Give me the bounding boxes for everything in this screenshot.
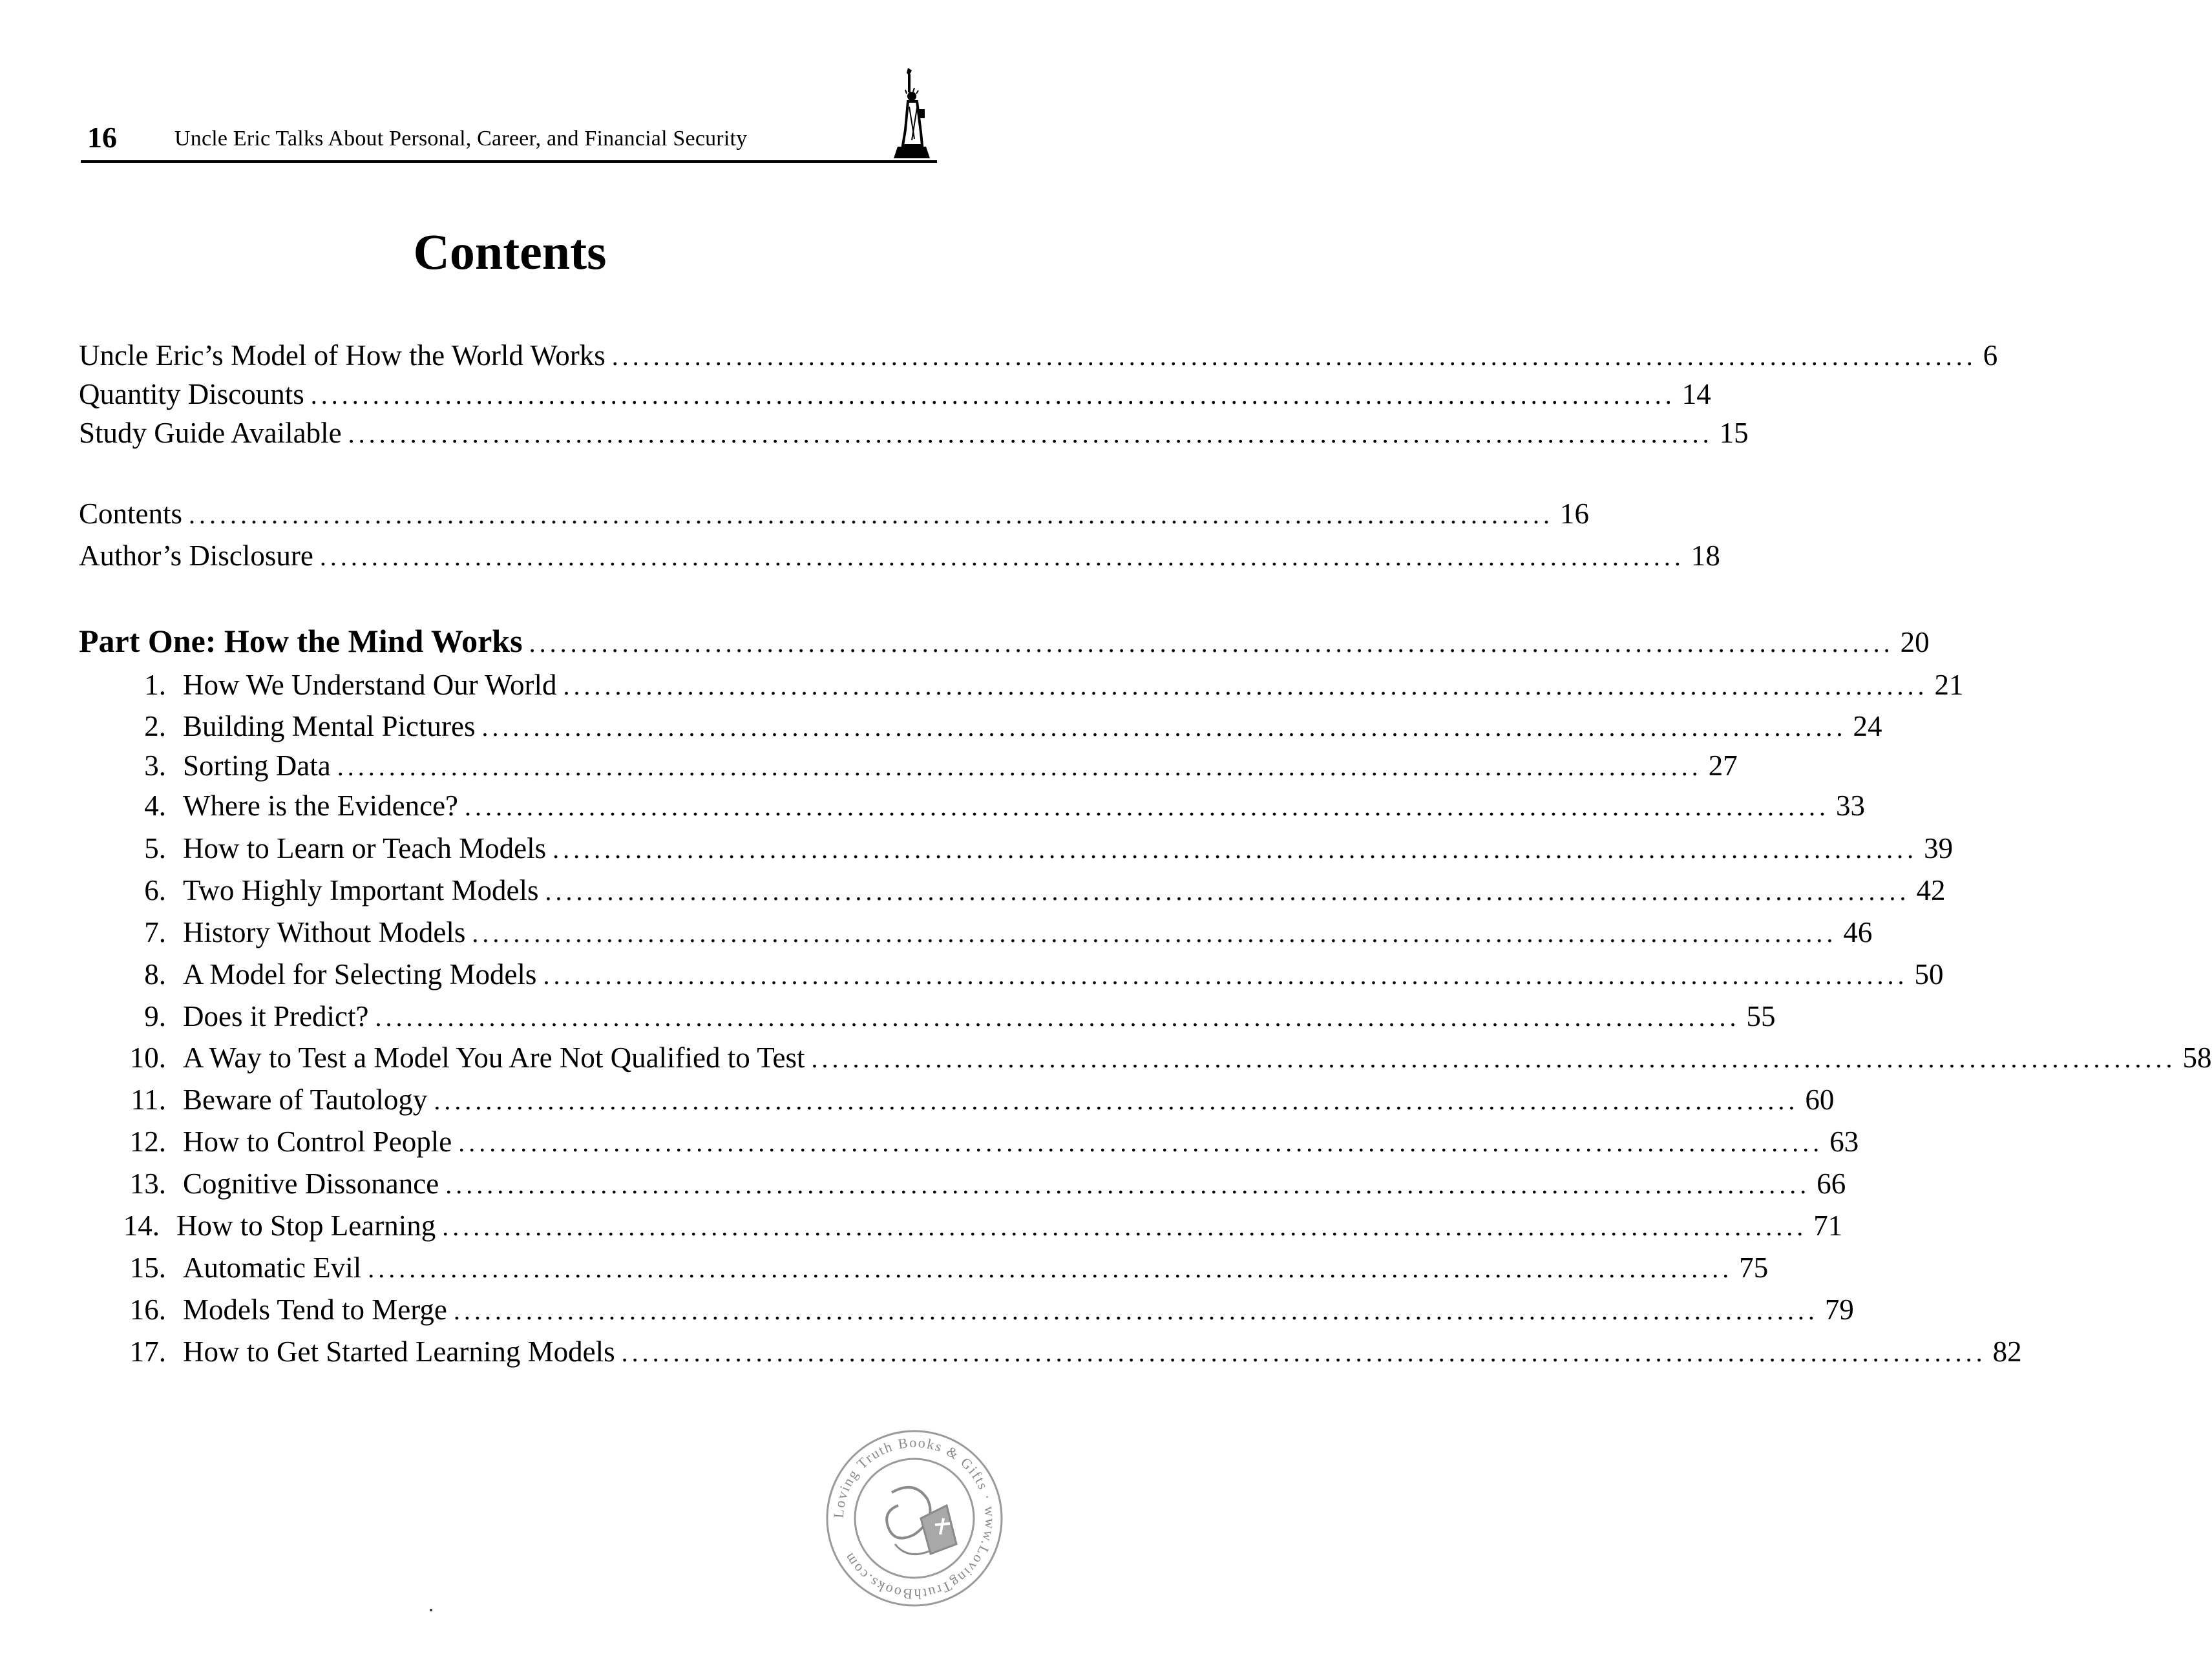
dot-leader: .................................................................................................................................... <box>445 1170 1811 1199</box>
dot-leader: .................................................................................................................................... <box>442 1212 1807 1241</box>
toc-entry-page: 18 <box>1691 539 1720 572</box>
dot-leader: .................................................................................................................................... <box>458 1128 1824 1157</box>
chapter-page: 79 <box>1824 1293 1854 1326</box>
chapter-number: 13. <box>129 1167 166 1200</box>
chapter-number: 7. <box>144 916 166 948</box>
chapter-page: 71 <box>1813 1209 1843 1242</box>
toc-chapter <box>79 1122 1859 1161</box>
dot-leader: .................................................................................................................................... <box>543 961 1908 990</box>
toc-part-heading <box>79 622 1930 660</box>
chapter-title: How to Get Started Learning Models <box>183 1335 615 1368</box>
chapter-title: Two Highly Important Models <box>183 874 539 906</box>
chapter-number: 14. <box>123 1209 160 1242</box>
chapter-title: Where is the Evidence? <box>183 790 459 822</box>
loving-truth-books-seal-logo <box>817 1421 1011 1615</box>
chapter-title: How We Understand Our World <box>183 669 557 701</box>
chapter-page: 24 <box>1853 710 1882 742</box>
chapter-title: History Without Models <box>183 916 466 948</box>
running-header <box>81 120 937 158</box>
chapter-number: 11. <box>131 1083 166 1116</box>
toc-chapter <box>79 871 1946 910</box>
dot-leader: .................................................................................................................................... <box>453 1296 1818 1325</box>
toc-chapter <box>79 1290 1854 1329</box>
toc-entry-page: 16 <box>1560 497 1590 530</box>
chapter-page: 82 <box>1992 1335 2022 1368</box>
chapter-page: 39 <box>1924 832 1954 864</box>
header-rule <box>81 160 937 163</box>
dot-leader: .................................................................................................................................... <box>337 752 1702 781</box>
chapter-title: Cognitive Dissonance <box>183 1167 439 1200</box>
chapter-page: 46 <box>1843 916 1873 948</box>
chapter-page: 58 <box>2182 1042 2212 1074</box>
chapter-title: How to Learn or Teach Models <box>183 832 547 864</box>
chapter-number: 8. <box>144 958 166 990</box>
dot-leader: .................................................................................................................................... <box>811 1044 2176 1073</box>
chapter-number: 12. <box>129 1125 166 1158</box>
chapter-number: 6. <box>144 874 166 906</box>
chapter-number: 16. <box>129 1293 166 1326</box>
toc-part-page: 20 <box>1900 626 1930 658</box>
toc-chapter <box>79 665 1964 704</box>
dot-leader: .................................................................................................................................... <box>465 792 1830 821</box>
toc-entry-text: Study Guide Available <box>79 417 342 449</box>
chapter-number: 15. <box>129 1251 166 1284</box>
toc-entry <box>79 536 1720 575</box>
chapter-number: 10. <box>129 1042 166 1074</box>
dot-leader: .................................................................................................................................... <box>481 713 1847 742</box>
running-title: Uncle Eric Talks About Personal, Career, and Financial Security <box>174 127 748 151</box>
toc-entry-text: Uncle Eric’s Model of How the World Works <box>79 339 606 372</box>
toc-entry-page: 14 <box>1681 378 1711 410</box>
toc-entry-page: 6 <box>1983 339 1998 372</box>
dot-leader: .................................................................................................................................... <box>472 919 1837 948</box>
chapter-title: Automatic Evil <box>183 1251 362 1284</box>
chapter-page: 50 <box>1914 958 1944 990</box>
dot-leader: .................................................................................................................................... <box>189 500 1554 529</box>
chapter-page: 21 <box>1934 669 1964 701</box>
toc-entry <box>79 375 1711 414</box>
chapter-number: 3. <box>144 749 166 782</box>
chapter-number: 2. <box>144 710 166 742</box>
chapter-number: 1. <box>144 669 166 701</box>
chapter-page: 66 <box>1817 1167 1846 1200</box>
toc-chapter <box>79 707 1882 746</box>
chapter-title: Does it Predict? <box>183 1000 369 1032</box>
dot-leader: .................................................................................................................................... <box>375 1003 1740 1032</box>
chapter-title: How to Stop Learning <box>176 1209 436 1242</box>
chapter-title: A Model for Selecting Models <box>183 958 537 990</box>
seal-text: Loving Truth Books & Gifts · www.LovingTruthBooks.com <box>830 1434 999 1603</box>
toc-chapter <box>79 1206 1843 1245</box>
dot-leader: .................................................................................................................................... <box>368 1254 1733 1283</box>
toc-chapter <box>79 1080 1835 1119</box>
chapter-page: 60 <box>1805 1083 1835 1116</box>
toc-chapter <box>79 997 1776 1036</box>
page-number: 16 <box>87 121 117 154</box>
chapter-page: 63 <box>1829 1125 1859 1158</box>
toc-chapter <box>79 913 1873 952</box>
toc-entry-text: Quantity Discounts <box>79 378 304 410</box>
chapter-page: 27 <box>1708 749 1738 782</box>
toc-entry-text: Contents <box>79 497 183 530</box>
toc-chapter <box>79 1248 1769 1287</box>
toc-entry-page: 15 <box>1719 417 1749 449</box>
dot-leader: .................................................................................................................................... <box>348 419 1713 448</box>
dot-leader: .................................................................................................................................... <box>545 877 1910 906</box>
dot-leader: .................................................................................................................................... <box>529 629 1894 658</box>
chapter-title: Beware of Tautology <box>183 1083 428 1116</box>
chapter-page: 42 <box>1916 874 1946 906</box>
chapter-number: 5. <box>144 832 166 864</box>
toc-chapter <box>79 1164 1846 1203</box>
chapter-title: A Way to Test a Model You Are Not Qualified to Test <box>183 1042 805 1074</box>
chapter-number: 4. <box>144 790 166 822</box>
toc-entry-text: Author’s Disclosure <box>79 539 313 572</box>
dot-leader: .................................................................................................................................... <box>621 1338 1986 1367</box>
toc-chapter <box>79 1038 2212 1077</box>
toc-chapter <box>79 746 1738 785</box>
chapter-page: 33 <box>1836 790 1866 822</box>
page-title: Contents <box>413 224 607 280</box>
toc-part-text: Part One: How the Mind Works <box>79 623 523 659</box>
statue-of-liberty-icon <box>889 68 934 160</box>
toc-chapter <box>79 955 1944 994</box>
chapter-number: 9. <box>144 1000 166 1032</box>
chapter-title: Sorting Data <box>183 749 331 782</box>
dot-leader: .................................................................................................................................... <box>310 381 1676 410</box>
dot-leader: .................................................................................................................................... <box>553 835 1918 864</box>
chapter-page: 55 <box>1746 1000 1776 1032</box>
chapter-page: 75 <box>1739 1251 1769 1284</box>
chapter-title: Models Tend to Merge <box>183 1293 447 1326</box>
toc-chapter <box>79 786 1866 825</box>
stray-mark <box>430 1609 432 1611</box>
toc-entry <box>79 414 1749 452</box>
dot-leader: .................................................................................................................................... <box>319 542 1685 571</box>
chapter-title: How to Control People <box>183 1125 452 1158</box>
toc-entry <box>79 336 1998 375</box>
toc-chapter <box>79 829 1954 868</box>
toc-chapter <box>79 1332 2022 1371</box>
chapter-title: Building Mental Pictures <box>183 710 476 742</box>
toc-entry <box>79 494 1590 533</box>
dot-leader: .................................................................................................................................... <box>434 1086 1799 1115</box>
chapter-number: 17. <box>129 1335 166 1368</box>
dot-leader: .................................................................................................................................... <box>563 671 1928 700</box>
dot-leader: .................................................................................................................................... <box>611 342 1977 371</box>
